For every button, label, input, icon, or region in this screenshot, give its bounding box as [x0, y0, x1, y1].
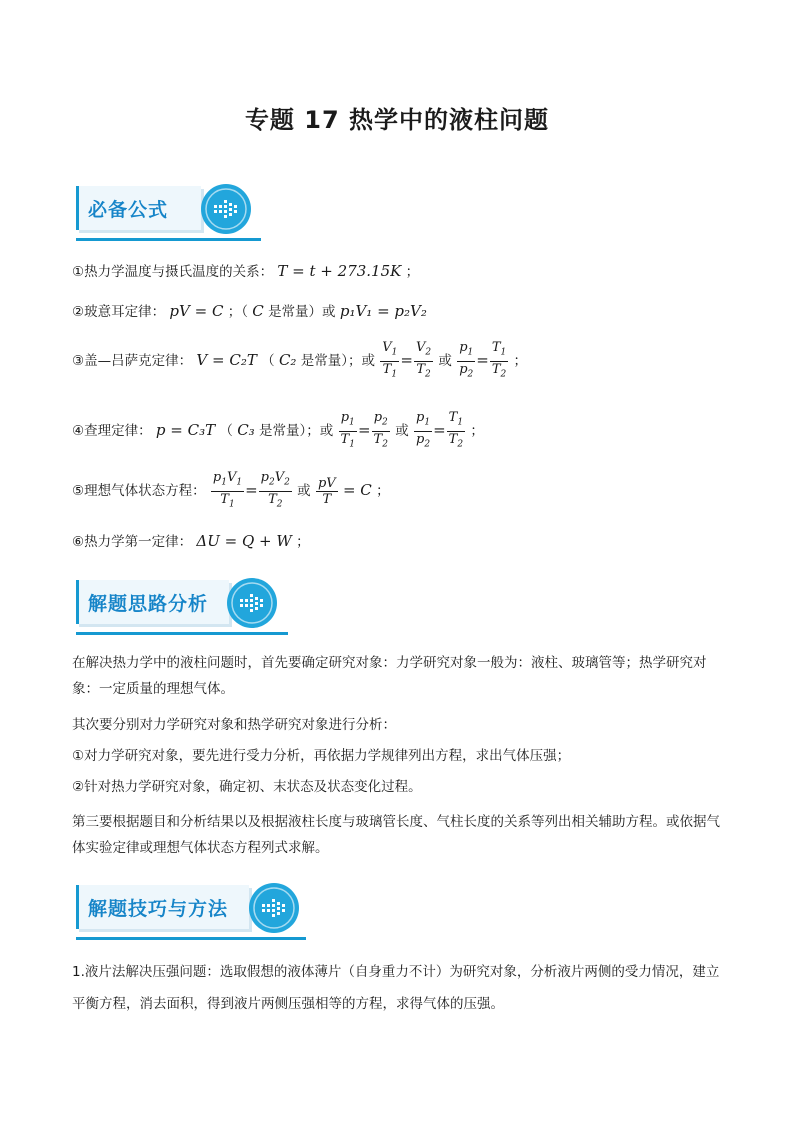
fraction-p1-p2: $\frac{p_1}{p_2}$: [459, 340, 474, 380]
analysis-paragraph-1: 在解决热力学中的液柱问题时，首先要确定研究对象：力学研究对象一般为：液柱、玻璃管等；热学研究对象：一定质量的理想气体。: [72, 655, 707, 697]
formula-label: ②玻意耳定律：: [72, 304, 166, 320]
section-header-analysis: [76, 580, 296, 640]
section-underline: [76, 632, 288, 635]
formula-end: ；: [376, 483, 390, 500]
formula-label: ⑤理想气体状态方程：: [72, 483, 206, 500]
formula-end: ；: [405, 264, 420, 280]
fraction-pv-t: $\frac{pV}{T}$: [317, 475, 336, 507]
analysis-paragraph-4: ②针对热力学研究对象，确定初、末状态及状态变化过程。: [72, 779, 422, 795]
formula-expression: pV = C: [169, 302, 224, 320]
section-label: 解题技巧与方法: [88, 898, 229, 920]
formula-label: ①热力学温度与摄氏温度的关系：: [72, 264, 274, 280]
dot-arrow-icon: [248, 882, 300, 934]
formula-label: ⑥热力学第一定律：: [72, 534, 193, 550]
section-underline: [76, 238, 261, 241]
formula-or: 或: [395, 423, 409, 440]
fraction-p1-t1: $\frac{p_1}{T_1}$: [340, 410, 355, 450]
formula-text: 是常量）；或: [300, 353, 375, 370]
section-label: 必备公式: [88, 199, 169, 221]
fraction-p1v1-t1: $\frac{p_1V_1}{T_1}$: [212, 470, 243, 510]
section-header-methods: [76, 885, 316, 945]
analysis-paragraph-2: 其次要分别对力学研究对象和热学研究对象进行分析：: [72, 717, 396, 733]
formula-3: ③盖—吕萨克定律： V = C₂T （ C₂ 是常量）；或 $\frac{V_1}{T_1}$ = $\frac{V_2}{T_2}$ 或 $\frac{p_1}{p_2}$ = $\frac{T_1}{T_2}$ ；: [72, 340, 527, 382]
formula-6: [72, 530, 310, 550]
formula-expression: T = t + 273.15K: [277, 262, 402, 280]
formula-2: [72, 300, 427, 320]
analysis-paragraph-3: ①对力学研究对象，要先进行受力分析，再依据力学规律列出方程，求出气体压强；: [72, 748, 571, 764]
formula-text: （: [219, 423, 233, 440]
page-title: 专题 17 热学中的液柱问题: [244, 106, 550, 134]
formula-5: ⑤理想气体状态方程： $\frac{p_1V_1}{T_1}$ = $\frac{p_2V_2}{T_2}$ 或 $\frac{pV}{T}$ = C ；: [72, 470, 390, 512]
fraction-p2v2-t2: $\frac{p_2V_2}{T_2}$: [260, 470, 290, 510]
analysis-paragraph-5: 第三要根据题目和分析结果以及根据液柱长度与玻璃管长度、气柱长度的关系等列出相关辅助方程。或依据气体实验定律或理想气体状态方程列式求解。: [72, 814, 720, 856]
formula-text: （: [261, 353, 275, 370]
formula-expression: p = C₃T: [155, 421, 216, 440]
formula-4: ④查理定律： p = C₃T （ C₃ 是常量）；或 $\frac{p_1}{T_1}$ = $\frac{p_2}{T_2}$ 或 $\frac{p_1}{p_2}$ = $\frac{T_1}{T_2}$ ；: [72, 410, 484, 452]
fraction-p2-t2: $\frac{p_2}{T_2}$: [373, 410, 388, 450]
formula-expression: p₁V₁ = p₂V₂: [339, 302, 427, 320]
formula-text: 是常量）；或: [259, 423, 334, 440]
formula-constant: C₂: [278, 351, 297, 370]
formula-or: 或: [438, 353, 452, 370]
formula-or: 或: [297, 483, 311, 500]
formula-text: 是常量）或: [268, 304, 336, 320]
formula-expression: = C: [342, 481, 372, 500]
formula-expression: V = C₂T: [196, 351, 257, 370]
formula-label: ④查理定律：: [72, 423, 152, 440]
fraction-v1-t1: $\frac{V_1}{T_1}$: [382, 340, 398, 380]
formula-text: ；（: [227, 304, 248, 320]
fraction-v2-t2: $\frac{V_2}{T_2}$: [415, 340, 432, 380]
fraction-p1-p2: $\frac{p_1}{p_2}$: [416, 410, 431, 450]
formula-end: ；: [296, 534, 310, 550]
formula-constant: C₃: [237, 421, 255, 440]
formula-end: ；: [513, 353, 528, 370]
section-label: 解题思路分析: [88, 593, 209, 615]
formula-end: ；: [470, 423, 484, 440]
dot-arrow-icon: [226, 577, 278, 629]
section-header-formulas: [76, 186, 266, 246]
fraction-t1-t2: $\frac{T_1}{T_2}$: [448, 410, 464, 450]
dot-arrow-icon: [200, 183, 252, 235]
fraction-t1-t2: $\frac{T_1}{T_2}$: [491, 340, 507, 380]
section-underline: [76, 937, 306, 940]
formula-expression: ΔU = Q + W: [196, 532, 292, 550]
formula-constant: C: [252, 302, 264, 320]
formula-1: [72, 260, 419, 280]
methods-paragraph-1: 1.液片法解决压强问题：选取假想的液体薄片（自身重力不计）为研究对象，分析液片两侧的受力情况，建立平衡方程，消去面积，得到液片两侧压强相等的方程，求得气体的压强。: [72, 964, 720, 1012]
formula-label: ③盖—吕萨克定律：: [72, 353, 193, 370]
